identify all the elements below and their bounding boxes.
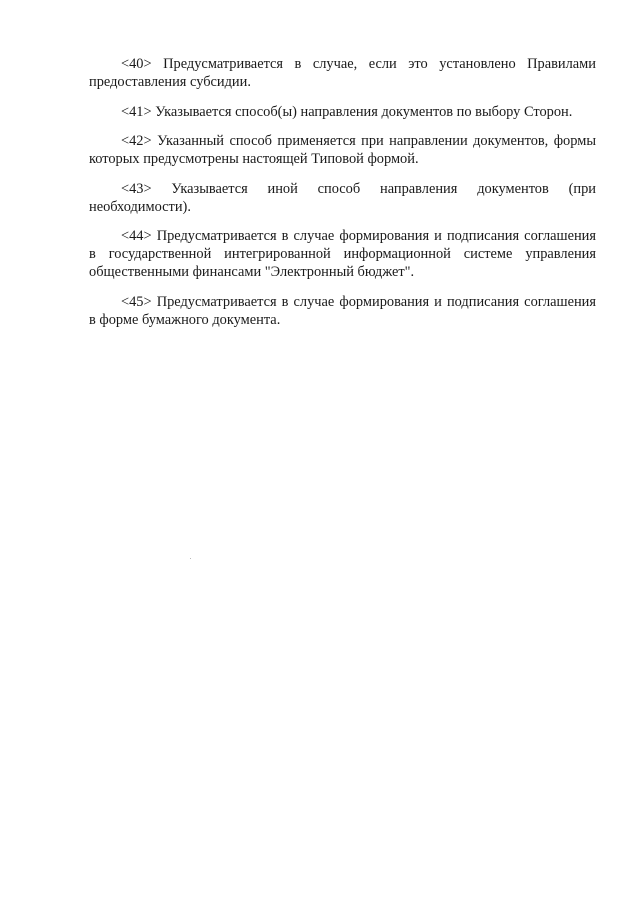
footnote-44: <44> Предусматривается в случае формирования и подписания соглашения в государственной интегрированной информационной системе управления общественными финансами "Электронный бюджет". xyxy=(89,228,596,280)
footnote-41: <41> Указывается способ(ы) направления документов по выбору Сторон. xyxy=(121,103,573,120)
footnote-45: <45> Предусматривается в случае формирования и подписания соглашения в форме бумажного документа. xyxy=(89,293,596,328)
scan-speck xyxy=(190,558,191,559)
footnote-40: <40> Предусматривается в случае, если это установлено Правилами предоставления субсидии. xyxy=(89,56,596,90)
footnote-43: <43> Указывается иной способ направления документов (при необходимости). xyxy=(89,180,596,215)
footnotes-list xyxy=(89,55,596,340)
footnote-42: <42> Указанный способ применяется при направлении документов, формы которых предусмотрены настоящей Типовой формой. xyxy=(89,133,596,167)
